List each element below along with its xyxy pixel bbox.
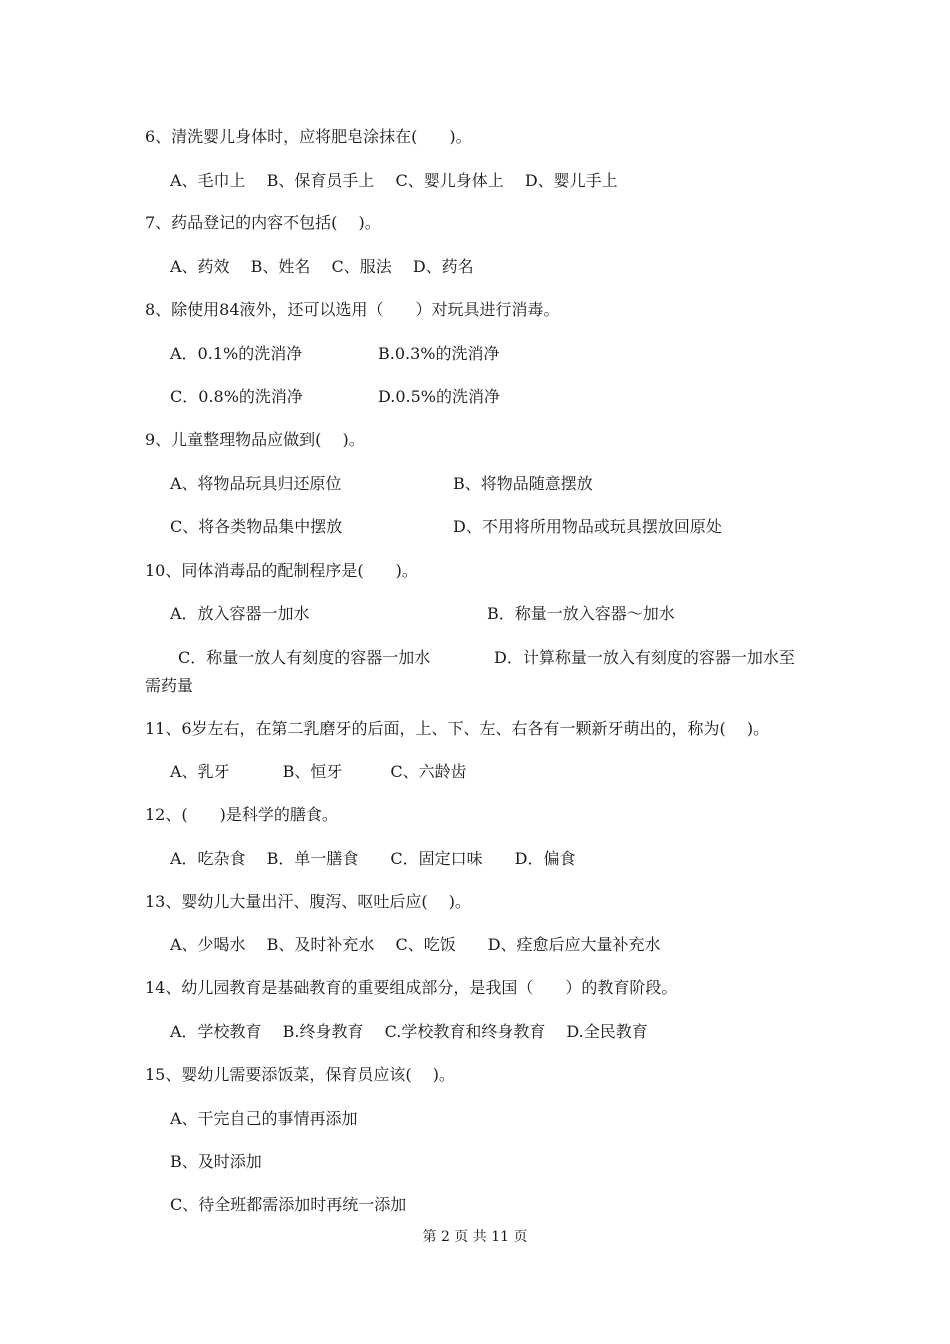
question-10-option-b: B．称量一放入容器～加水 bbox=[487, 604, 675, 623]
question-12: 12、( )是科学的膳食。 bbox=[145, 805, 338, 824]
question-9-option-c: C、将各类物品集中摆放 bbox=[170, 517, 343, 536]
question-10-option-c: C．称量一放人有刻度的容器一加水 bbox=[178, 648, 431, 667]
question-13-options: A、少喝水 B、及时补充水 C、吃饭 D、痊愈后应大量补充水 bbox=[170, 935, 661, 954]
question-14-options: A．学校教育 B.终身教育 C.学校教育和终身教育 D.全民教育 bbox=[170, 1022, 648, 1041]
question-7: 7、药品登记的内容不包括( )。 bbox=[145, 213, 381, 232]
question-8-option-d: D.0.5%的洗消净 bbox=[378, 387, 500, 406]
question-8-option-b: B.0.3%的洗消净 bbox=[378, 344, 500, 363]
question-15: 15、婴幼儿需要添饭菜，保育员应该( )。 bbox=[145, 1065, 455, 1084]
question-10-option-d-continued: 需药量 bbox=[145, 676, 194, 695]
question-14: 14、幼儿园教育是基础教育的重要组成部分，是我国（ ）的教育阶段。 bbox=[145, 978, 678, 997]
question-11: 11、6岁左右，在第二乳磨牙的后面，上、下、左、右各有一颗新牙萌出的，称为( )。 bbox=[145, 719, 770, 738]
question-6-options: A、毛巾上 B、保育员手上 C、婴儿身体上 D、婴儿手上 bbox=[170, 171, 618, 190]
question-10: 10、同体消毒品的配制程序是( )。 bbox=[145, 561, 418, 580]
question-8-option-a: A．0.1%的洗消净 bbox=[170, 344, 303, 363]
question-12-options: A．吃杂食 B．单一膳食 C．固定口味 D．偏食 bbox=[170, 849, 576, 868]
question-15-option-a: A、干完自己的事情再添加 bbox=[170, 1109, 358, 1128]
question-15-option-c: C、待全班都需添加时再统一添加 bbox=[170, 1195, 407, 1214]
question-15-option-b: B、及时添加 bbox=[170, 1152, 262, 1171]
question-6: 6、清洗婴儿身体时，应将肥皂涂抹在( )。 bbox=[145, 127, 472, 146]
question-7-options: A、药效 B、姓名 C、服法 D、药名 bbox=[170, 257, 474, 276]
question-9-option-b: B、将物品随意摆放 bbox=[453, 474, 593, 493]
question-11-options: A、乳牙 B、恒牙 C、六龄齿 bbox=[170, 762, 467, 781]
question-9: 9、儿童整理物品应做到( )。 bbox=[145, 430, 365, 449]
question-13: 13、婴幼儿大量出汗、腹泻、呕吐后应( )。 bbox=[145, 892, 471, 911]
question-8-option-c: C．0.8%的洗消净 bbox=[170, 387, 303, 406]
question-8: 8、除使用84液外，还可以选用（ ）对玩具进行消毒。 bbox=[145, 300, 560, 319]
question-9-option-d: D、不用将所用物品或玩具摆放回原处 bbox=[453, 517, 722, 536]
page-number-footer: 第 2 页 共 11 页 bbox=[422, 1229, 528, 1245]
question-10-option-d: D．计算称量一放入有刻度的容器一加水至 bbox=[494, 648, 795, 667]
question-10-option-a: A．放入容器一加水 bbox=[170, 604, 310, 623]
question-9-option-a: A、将物品玩具归还原位 bbox=[170, 474, 342, 493]
